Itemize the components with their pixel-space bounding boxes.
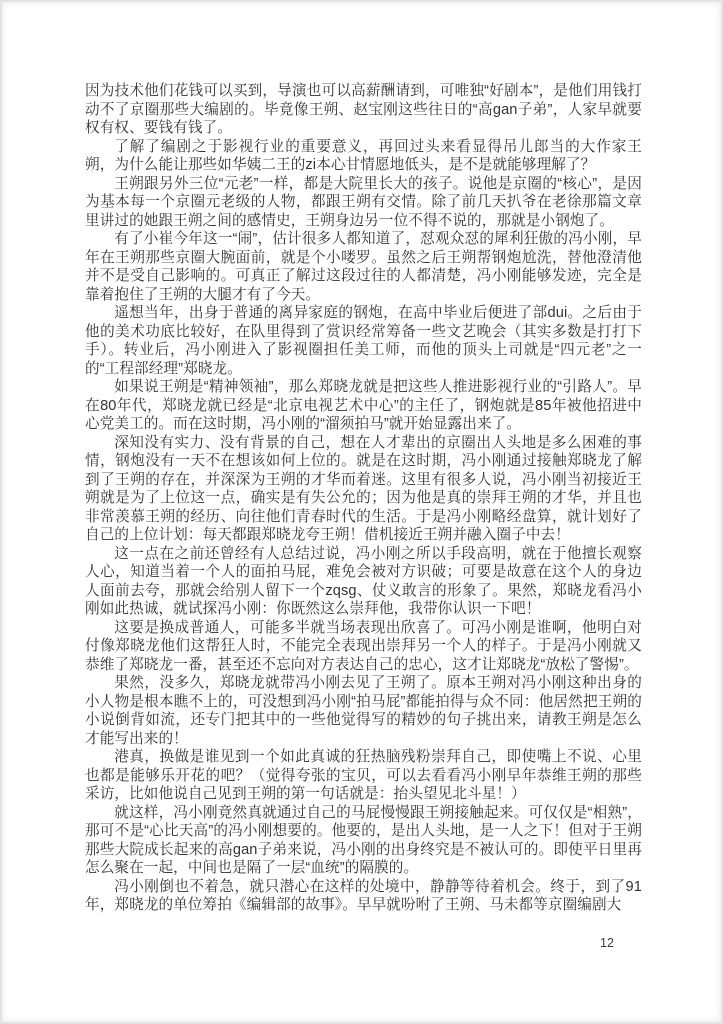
paragraph-11: 港真，换做是谁见到一个如此真诚的狂热脑残粉崇拜自己，即使嘴上不说、心里也都是能够乐开花的吧？（觉得夸张的宝贝，可以去看看冯小刚早年恭维王朔的那些采访，比如他说自己见到王朔的第一句话就是：抬头望见北斗星！）: [85, 749, 642, 802]
page-number: 12: [600, 936, 614, 950]
paragraph-7: 深知没有实力、没有背景的自己，想在人才辈出的京圈出人头地是多么困难的事情，钢炮没有一天不在想该如何上位的。就是在这时期，冯小刚通过接触郑晓龙了解到了王朔的存在，并深深为王朔的才华而着迷。这里有很多人说，冯小刚当初接近王朔就是为了上位这一点，确实是有失公允的；因为他是真的崇拜王朔的才华，并且也非常羡慕王朔的经历、向往他们青春时代的生活。于是冯小刚略经盘算，就计划好了自己的上位计划：每天都跟郑晓龙夸王朔！借机接近王朔并融入圈子中去！: [85, 434, 642, 543]
paragraph-2: 了解了编剧之于影视行业的重要意义，再回过头来看显得吊儿郎当的大作家王朔，为什么能让那些如华姨二王的zi本心甘情愿地低头，是不是就能够理解了？: [85, 138, 642, 173]
paragraph-10: 果然，没多久，郑晓龙就带冯小刚去见了王朔了。原本王朔对冯小刚这种出身的小人物是根本瞧不上的，可没想到冯小刚“拍马屁”都能拍得与众不同：他居然把王朔的小说倒背如流，还专门把其中的一些他觉得写的精妙的句子挑出来，请教王朔是怎么才能写出来的！: [85, 675, 642, 747]
article-body: [85, 82, 642, 915]
paragraph-5: 遥想当年，出身于普通的离异家庭的钢炮，在高中毕业后便进了部dui。之后由于他的美术功底比较好，在队里得到了赏识经常筹备一些文艺晚会（其实多数是打打下手）。转业后，冯小刚进入了影视圈担任美工师，而他的顶头上司就是“四元老”之一的“工程部经理”郑晓龙。: [85, 305, 642, 377]
paragraph-3: 王朔跟另外三位“元老”一样，都是大院里长大的孩子。说他是京圈的“核心”，是因为基本每一个京圈元老级的人物，都跟王朔有交情。除了前几天扒爷在老徐那篇文章里讲过的她跟王朔之间的感情史，王朔身边另一位不得不说的，那就是小钢炮了。: [85, 175, 642, 229]
paragraph-13: 冯小刚倒也不着急，就只潜心在这样的处境中，静静等待着机会。终于，到了91年，郑晓龙的单位筹拍《编辑部的故事》。早早就吩咐了王朔、马未都等京圈编剧大: [85, 878, 642, 913]
paragraph-4: 有了小崔今年这一“闹”，估计很多人都知道了，怼观众怼的犀利狂傲的冯小刚，早年在王朔那些京圈大腕面前，就是个小喽罗。虽然之后王朔帮钢炮尬洗，替他澄清他并不是受自己影响的。可真正了解过这段过往的人都清楚，冯小刚能够发迹，完全是靠着抱住了王朔的大腿才有了今天。: [85, 231, 642, 303]
paragraph-12: 就这样，冯小刚竟然真就通过自己的马屁慢慢跟王朔接触起来。可仅仅是“相熟”，那可不是“心比天高”的冯小刚想要的。他要的，是出人头地，是一人之下！但对于王朔那些大院成长起来的高gan子弟来说，冯小刚的出身终究是不被认可的。即使平日里再怎么聚在一起，中间也是隔了一层“血统”的隔膜的。: [85, 804, 642, 876]
paragraph-9: 这要是换成普通人，可能多半就当场表现出欣喜了。可冯小刚是谁啊，他明白对付像郑晓龙他们这帮狂人时，不能完全表现出崇拜另一个人的样子。于是冯小刚就又恭维了郑晓龙一番，甚至还不忘向对方表达自己的忠心，这才让郑晓龙“放松了警惕”。: [85, 619, 642, 673]
paragraph-1: 因为技术他们花钱可以买到，导演也可以高薪酬请到，可唯独“好剧本”，是他们用钱打动不了京圈那些大编剧的。毕竟像王朔、赵宝刚这些往日的“高gan子弟”，人家早就要权有权、要钱有钱了。: [85, 83, 642, 136]
paragraph-6: 如果说王朔是“精神领袖”，那么郑晓龙就是把这些人推进影视行业的“引路人”。早在80年代，郑晓龙就已经是“北京电视艺术中心”的主任了，钢炮就是85年被他招进中心党美工的。而在这时期，冯小刚的“溜须拍马”就开始显露出来了。: [85, 379, 642, 432]
paragraph-8: 这一点在之前还曾经有人总结过说，冯小刚之所以手段高明，就在于他擅长观察人心，知道当着一个人的面拍马屁，难免会被对方识破；可要是故意在这个人的身边人面前去夸，那就会给别人留下一个zqsg、仗义敢言的形象了。果然，郑晓龙看冯小刚如此热诚，就试探冯小刚：你既然这么崇拜他，我带你认识一下吧！: [85, 545, 642, 617]
